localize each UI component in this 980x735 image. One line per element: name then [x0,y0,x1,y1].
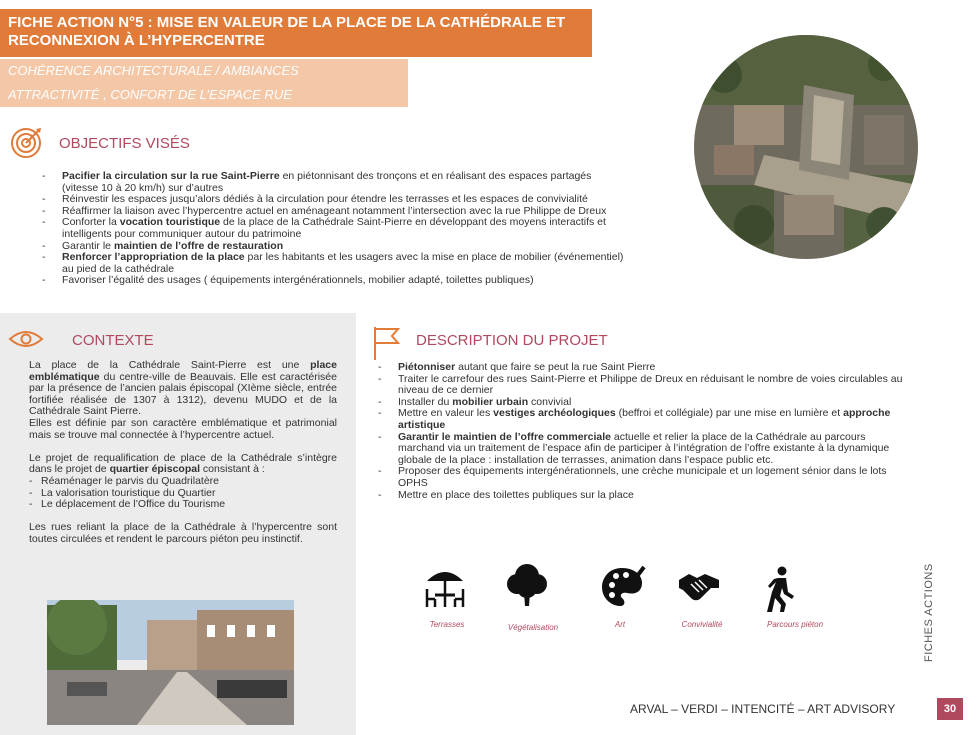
target-icon [9,126,43,160]
page-number: 30 [937,698,963,720]
footer-credits: ARVAL – VERDI – INTENCITÉ – ART ADVISORY [630,702,896,716]
list-item: - Favoriser l’égalité des usages ( équipements intergénérationnels, mobilier adapté, toilettes publiques) [40,275,630,287]
description-list [376,362,910,501]
contexte-text: La place de la Cathédrale Saint-Pierre est une place emblématique du centre-ville de Beauvais. Elle est caractérisée par la présence de l’ancien palais épiscopal (XIème siècle, entrée fortifiée réalisée de 1307 à 1312), devenu MUDO et de la Cathédrale Saint Pierre. Elles est définie par son caractère emblématique et patrimonial mais se trouve mal connectée à l’hypercentre actuel. Le projet de requalification de place de la Cathédrale s’intègre dans le projet de quartier épiscopal consistant à : - Réaménager le parvis du Quadrilatère - La valorisation touristique du Quartier - Le déplacement de l’Office du Tourisme Les rues reliant la place de la Cathédrale à l’hypercentre sont toutes circulées et rendent le parcours piéton peu instinctif. [29,360,337,546]
list-item: - Conforter la vocation touristique de la place de la Cathédrale Saint-Pierre en développant des moyens interactifs et intelligents pour communiquer autour du patrimoine [40,217,630,240]
aerial-photo [694,35,918,259]
list-item: - Réaménager le parvis du Quadrilatère [29,476,337,488]
palette-icon [600,565,646,609]
street-photo [47,600,294,725]
list-item: - Le déplacement de l’Office du Tourisme [29,499,337,511]
list-item: - Réaffirmer la liaison avec l’hypercentre actuel en aménageant notamment l’intersection avec la rue Philippe de Dreux [40,206,630,218]
icon-label-terrasses: Terrasses [429,620,465,629]
list-item: - Installer du mobilier urbain convivial [376,397,910,409]
subtitle-bar-2: ATTRACTIVITÉ , CONFORT DE L’ESPACE RUE [0,83,408,107]
icon-label-vegetalisation: Végétalisation [507,623,559,632]
icon-label-parcours-pieton: Parcours piéton [766,620,824,629]
list-item: - Mettre en place des toilettes publiques sur la place [376,490,910,502]
list-item: - Renforcer l’appropriation de la place par les habitants et les usagers avec la mise en place de mobilier (événementiel) au pied de la cathédrale [40,252,630,275]
icon-label-art: Art [614,620,626,629]
list-item: - Traiter le carrefour des rues Saint-Pierre et Philippe de Dreux en réduisant le nombre de voies circulables au niveau de ce dernier [376,374,910,397]
flag-icon [372,325,402,361]
objectifs-title: OBJECTIFS VISÉS [59,135,190,152]
contexte-title: CONTEXTE [72,332,154,349]
description-title: DESCRIPTION DU PROJET [416,332,608,349]
subtitle-bar-1: COHÉRENCE ARCHITECTURALE / AMBIANCES [0,59,408,83]
list-item: - Garantir le maintien de l’offre de restauration [40,241,630,253]
handshake-icon [677,570,721,604]
walking-icon [764,566,796,614]
tree-icon [505,562,549,608]
terrace-icon [423,567,467,611]
list-item: - Proposer des équipements intergénérationnels, une crèche municipale et un logement sénior dans le lots OPHS [376,466,910,489]
eye-icon [8,329,44,349]
side-label: FICHES ACTIONS [923,563,935,662]
list-item: - Piétonniser autant que faire se peut la rue Saint Pierre [376,362,910,374]
page-title: FICHE ACTION N°5 : MISE EN VALEUR DE LA PLACE DE LA CATHÉDRALE ET RECONNEXION À L’HYPERCENTRE [8,14,566,49]
icon-label-convivialite: Convivialité [681,620,723,629]
list-item: - Garantir le maintien de l’offre commerciale actuelle et relier la place de la Cathédrale au parcours marchand via un traitement de l’espace afin de participer à l’intégration de l’offre existante à la dynamique globale de la place : installation de terrasses, animation dans l’espace public etc. [376,432,910,467]
list-item: - Pacifier la circulation sur la rue Saint-Pierre en piétonnisant des tronçons et en réalisant des espaces partagés (vitesse 10 à 20 km/h) sur d’autres [40,171,630,194]
list-item: - La valorisation touristique du Quartier [29,488,337,500]
list-item: - Mettre en valeur les vestiges archéologiques (beffroi et collégiale) par une mise en lumière et approche artistique [376,408,910,431]
title-bar [0,9,592,57]
list-item: - Réinvestir les espaces jusqu’alors dédiés à la circulation pour étendre les terrasses et les espaces de convivialité [40,194,630,206]
objectifs-list [40,171,630,287]
